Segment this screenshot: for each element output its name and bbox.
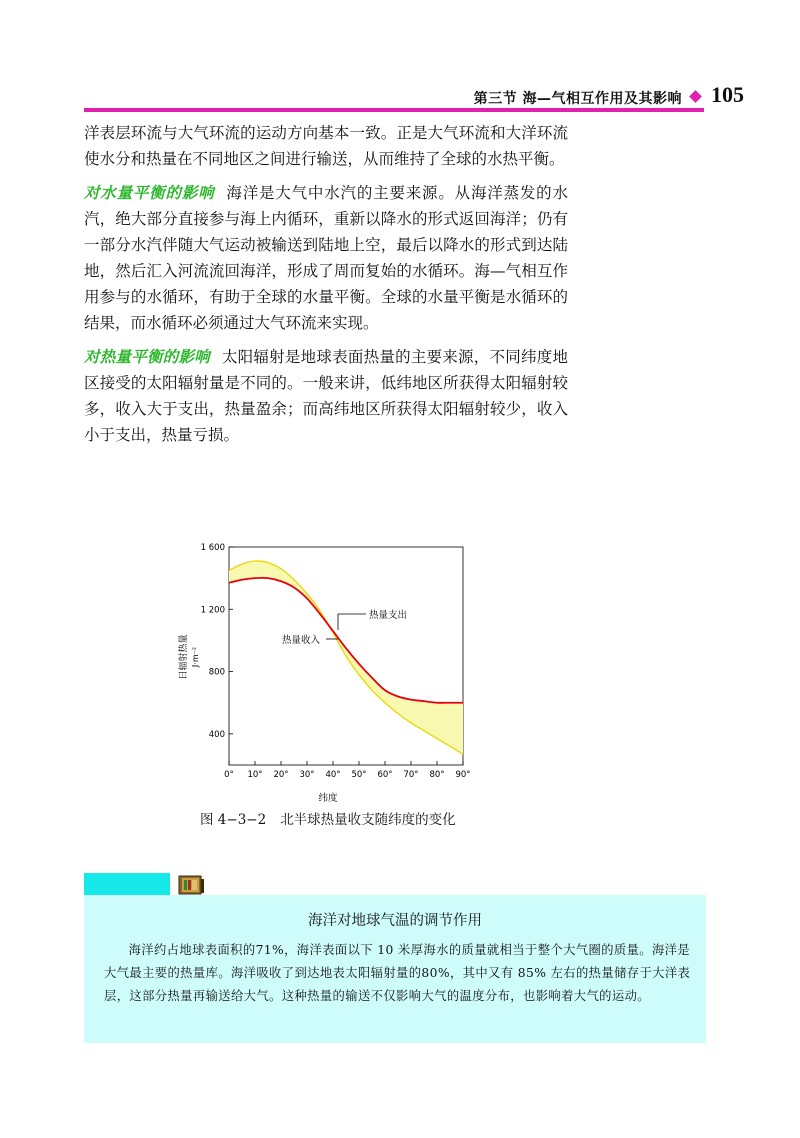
box-tab bbox=[84, 873, 170, 895]
paragraph bbox=[84, 180, 568, 336]
surplus-deficit-fill bbox=[229, 561, 463, 754]
y-axis-label: 日辐射热量 bbox=[179, 634, 189, 680]
paragraph-text: 海洋是大气中水汽的主要来源。从海洋蒸发的水汽，绝大部分直接参与海上内循环，重新以降水的形式返回海洋；仍有一部分水汽伴随大气运动被输送到陆地上空，最后以降水的形式到达陆地，然后汇入河流流回海洋，形成了周而复始的水循环。海—气相互作用参与的水循环，有助于全球的水量平衡。全球的水量平衡是水循环的结果，而水循环必须通过大气环流来实现。 bbox=[84, 184, 568, 332]
chart-svg bbox=[176, 535, 486, 805]
page-header bbox=[84, 78, 744, 108]
x-axis-label: 纬度 bbox=[318, 793, 338, 804]
x-tick-label: 40° bbox=[325, 770, 341, 780]
paragraph-text: 太阳辐射是地球表面热量的主要来源，不同纬度地区接受的太阳辐射量是不同的。一般来讲，低纬地区所获得太阳辐射较多，收入大于支出，热量盈余；而高纬地区所获得太阳辐射较少，收入小于支出，热量亏损。 bbox=[84, 348, 568, 444]
x-tick-label: 20° bbox=[273, 770, 289, 780]
header-rule bbox=[84, 108, 704, 112]
figure-caption-text: 北半球热量收支随纬度的变化 bbox=[280, 812, 456, 828]
x-tick-label: 10° bbox=[247, 770, 263, 780]
box-title: 海洋对地球气温的调节作用 bbox=[308, 913, 482, 929]
info-box bbox=[84, 895, 706, 1043]
x-tick-label: 70° bbox=[403, 770, 419, 780]
x-tick-label: 60° bbox=[377, 770, 393, 780]
legend-label-expense: 热量支出 bbox=[369, 610, 408, 621]
body-text bbox=[84, 120, 568, 456]
y-axis-unit: J·m⁻² bbox=[191, 646, 200, 668]
box-text: 海洋约占地球表面积的71%，海洋表面以下 10 米厚海水的质量就相当于整个大气圈的质量。海洋是大气最主要的热量库。海洋吸收了到达地表太阳辐射量的80%，其中又有 85% 左右的热量储存于大洋表层，这部分热量再输送给大气。这种热量的输送不仅影响大气的温度分布，也影响着大气的运动。 bbox=[104, 943, 691, 1003]
y-tick-label: 800 bbox=[208, 667, 225, 678]
x-tick-label: 30° bbox=[299, 770, 315, 780]
paragraph-lead: 对热量平衡的影响 bbox=[84, 348, 210, 366]
figure-number: 图 4−3−2 bbox=[200, 812, 267, 828]
x-tick-label: 80° bbox=[429, 770, 445, 780]
x-tick-label: 90° bbox=[455, 770, 471, 780]
x-tick-label: 50° bbox=[351, 770, 367, 780]
y-tick-label: 1 200 bbox=[200, 605, 225, 616]
diamond-icon bbox=[689, 90, 702, 103]
x-tick-label: 0° bbox=[224, 770, 234, 780]
chart bbox=[176, 535, 486, 805]
paragraph bbox=[84, 120, 568, 172]
paragraph-text: 洋表层环流与大气环流的运动方向基本一致。正是大气环流和大洋环流使水分和热量在不同地区之间进行输送，从而维持了全球的水热平衡。 bbox=[84, 124, 568, 168]
figure-caption bbox=[200, 808, 456, 828]
legend-label-income: 热量收入 bbox=[282, 635, 321, 646]
section-title: 第三节 海—气相互作用及其影响 bbox=[473, 91, 682, 107]
book-icon bbox=[176, 873, 206, 897]
series-line-expense bbox=[229, 578, 463, 703]
page-number: 105 bbox=[711, 82, 744, 107]
y-tick-label: 1 600 bbox=[200, 543, 225, 553]
paragraph bbox=[84, 344, 568, 448]
y-tick-label: 400 bbox=[208, 729, 225, 740]
paragraph-lead: 对水量平衡的影响 bbox=[84, 184, 215, 202]
